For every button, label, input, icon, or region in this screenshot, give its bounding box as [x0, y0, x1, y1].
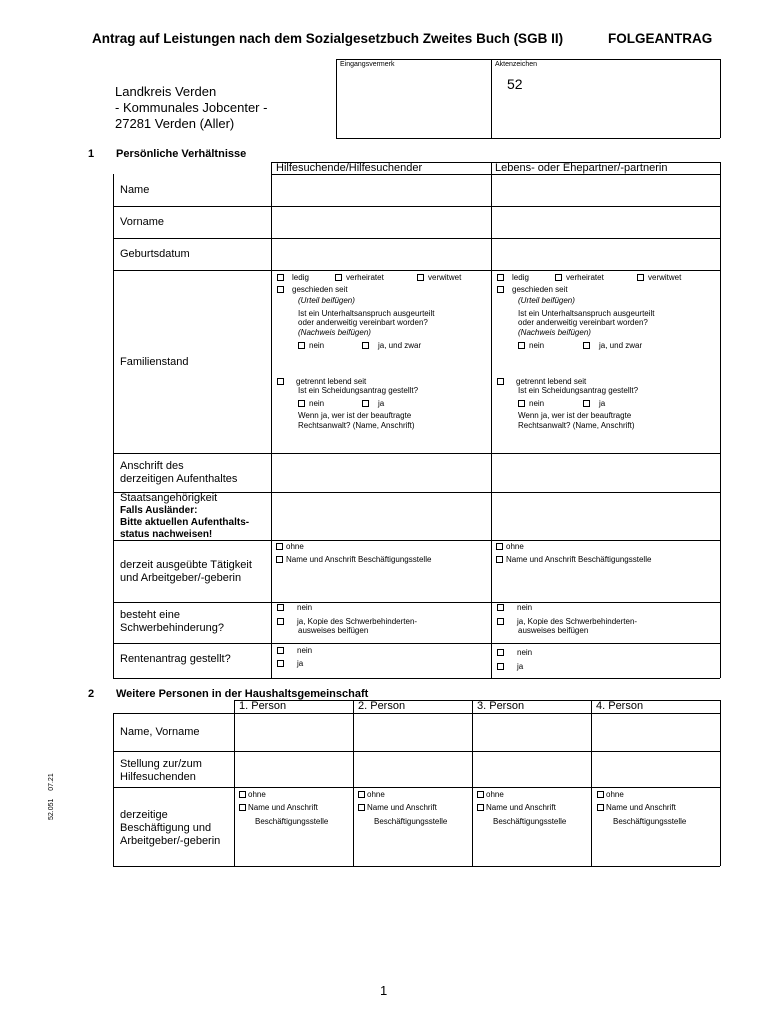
option-label: Beschäftigungsstelle — [613, 817, 687, 826]
option-label: verwitwet — [428, 273, 462, 282]
checkbox-icon[interactable] — [239, 791, 246, 798]
option-label: nein — [529, 341, 545, 350]
label-line: und Arbeitgeber/-geberin — [120, 572, 242, 584]
option-label: geschieden seit — [512, 285, 568, 294]
page-number: 1 — [380, 983, 388, 998]
option-label: ja — [517, 662, 524, 671]
ohne-option[interactable] — [597, 790, 624, 799]
checkbox-icon[interactable] — [497, 649, 504, 656]
checkbox-icon[interactable] — [497, 274, 504, 281]
option-label: ledig — [512, 273, 529, 282]
label-line: Anschrift des — [120, 460, 184, 472]
option-label: verheiratet — [346, 273, 384, 282]
schwer-ja-option[interactable] — [277, 617, 417, 626]
label-line: Beschäftigung und — [120, 822, 212, 834]
option-label: nein — [529, 399, 545, 408]
form-title: Antrag auf Leistungen nach dem Sozialgesetzbuch Zweites Buch (SGB II) — [92, 31, 564, 46]
label-line: derzeitige — [120, 809, 168, 821]
checkbox-icon[interactable] — [335, 274, 342, 281]
checkbox-icon[interactable] — [518, 342, 525, 349]
option-label: ohne — [606, 790, 624, 799]
person-header: 3. Person — [477, 700, 525, 712]
address-line: Landkreis Verden — [115, 84, 217, 99]
rente-nein-option[interactable] — [277, 646, 312, 655]
option-label: nein — [517, 603, 533, 612]
checkbox-icon[interactable] — [277, 274, 284, 281]
label-familienstand: Familienstand — [120, 356, 189, 368]
label-anschrift — [120, 460, 237, 486]
section1-number: 1 — [88, 148, 95, 160]
label-line: Hilfesuchenden — [120, 771, 196, 783]
label-name-vorname: Name, Vorname — [120, 726, 200, 738]
section2-number: 2 — [88, 688, 95, 700]
checkbox-icon[interactable] — [496, 556, 503, 563]
option-label: verheiratet — [566, 273, 604, 282]
option-label: Beschäftigungsstelle — [255, 817, 329, 826]
checkbox-icon[interactable] — [298, 342, 305, 349]
form-code: 52.051 07.21 — [48, 773, 55, 820]
unterhalt-ja-option[interactable] — [362, 341, 421, 350]
option-label: getrennt lebend seit — [516, 377, 587, 386]
schwer-nein-option[interactable] — [497, 603, 532, 612]
scheidung-ja-option[interactable] — [362, 399, 384, 408]
urteil-note: (Urteil beifügen) — [518, 296, 575, 305]
rente-nein-option[interactable] — [497, 648, 532, 657]
getrennt-option[interactable] — [277, 377, 366, 386]
checkbox-icon[interactable] — [637, 274, 644, 281]
option-label: ohne — [506, 542, 524, 551]
nachweis-note: (Nachweis beifügen) — [518, 328, 591, 337]
checkbox-icon[interactable] — [496, 543, 503, 550]
unterhalt-question: oder anderweitig vereinbart worden? — [518, 318, 648, 327]
label-line: Bitte aktuellen Aufenthalts- — [120, 517, 250, 528]
taetigkeit-name-option[interactable] — [496, 555, 651, 564]
label-line: Falls Ausländer: — [120, 505, 198, 516]
option-label: ja, und zwar — [378, 341, 422, 350]
schwer-nein-option[interactable] — [277, 603, 312, 612]
option-label: ohne — [286, 542, 304, 551]
checkbox-icon[interactable] — [583, 400, 590, 407]
unterhalt-nein-option[interactable] — [298, 341, 324, 350]
checkbox-icon[interactable] — [497, 618, 504, 625]
aktenzeichen-label: Aktenzeichen — [495, 61, 538, 68]
ledig-option[interactable] — [277, 273, 309, 282]
option-label: ohne — [486, 790, 504, 799]
option-label: nein — [517, 648, 533, 657]
person-header: 1. Person — [239, 700, 287, 712]
label-stellung — [120, 758, 202, 784]
checkbox-icon[interactable] — [298, 400, 305, 407]
label-taetigkeit — [120, 559, 252, 585]
option-label: Beschäftigungsstelle — [493, 817, 567, 826]
person-header: 4. Person — [596, 700, 644, 712]
unterhalt-question: Ist ein Unterhaltsanspruch ausgeurteilt — [518, 309, 655, 318]
checkbox-icon[interactable] — [477, 791, 484, 798]
rechtsanwalt-question: Rechtsanwalt? (Name, Anschrift) — [518, 421, 635, 430]
address-line: 27281 Verden (Aller) — [115, 116, 235, 131]
scheidung-nein-option[interactable] — [298, 399, 324, 408]
option-label: nein — [297, 603, 313, 612]
rechtsanwalt-question: Wenn ja, wer ist der beauftragte — [518, 411, 632, 420]
checkbox-icon[interactable] — [497, 286, 504, 293]
taetigkeit-ohne-option[interactable] — [276, 542, 304, 551]
section1-title: Persönliche Verhältnisse — [116, 148, 247, 160]
name-anschrift-option[interactable] — [358, 803, 437, 812]
option-label: ja, Kopie des Schwerbehinderten- — [297, 617, 418, 626]
form-type: FOLGEANTRAG — [608, 31, 713, 46]
name-anschrift-option[interactable] — [597, 803, 676, 812]
taetigkeit-ohne-option[interactable] — [496, 542, 524, 551]
option-label: Name und Anschrift — [606, 803, 676, 812]
label-line: Staatsangehörigkeit — [120, 492, 218, 504]
checkbox-icon[interactable] — [239, 804, 246, 811]
option-label: verwitwet — [648, 273, 682, 282]
option-label: Name und Anschrift Beschäftigungsstelle — [506, 555, 652, 564]
option-label: ja, und zwar — [599, 341, 643, 350]
rente-ja-option[interactable] — [277, 659, 303, 668]
checkbox-icon[interactable] — [277, 604, 284, 611]
option-label: nein — [309, 341, 325, 350]
checkbox-icon[interactable] — [497, 604, 504, 611]
checkbox-icon[interactable] — [583, 342, 590, 349]
schwer-note: ausweises beifügen — [518, 626, 589, 635]
option-label: ja — [297, 659, 304, 668]
label-name: Name — [120, 184, 150, 196]
getrennt-option[interactable] — [497, 377, 586, 386]
option-label: ja, Kopie des Schwerbehinderten- — [517, 617, 638, 626]
label-schwerbehinderung — [120, 609, 224, 635]
rechtsanwalt-question: Wenn ja, wer ist der beauftragte — [298, 411, 412, 420]
name-anschrift-option[interactable] — [239, 803, 318, 812]
option-label: Beschäftigungsstelle — [374, 817, 448, 826]
aktenzeichen-value[interactable]: 52 — [507, 76, 523, 92]
label-line: derzeitigen Aufenthaltes — [120, 473, 238, 485]
unterhalt-question: oder anderweitig vereinbart worden? — [298, 318, 428, 327]
checkbox-icon[interactable] — [597, 804, 604, 811]
nachweis-note: (Nachweis beifügen) — [298, 328, 371, 337]
label-line: Schwerbehinderung? — [120, 622, 224, 634]
geschieden-option[interactable] — [497, 285, 568, 294]
checkbox-icon[interactable] — [597, 791, 604, 798]
checkbox-icon[interactable] — [477, 804, 484, 811]
checkbox-icon[interactable] — [277, 618, 284, 625]
option-label: ohne — [248, 790, 266, 799]
option-label: ja — [378, 399, 385, 408]
option-label: Name und Anschrift Beschäftigungsstelle — [286, 555, 432, 564]
checkbox-icon[interactable] — [276, 543, 283, 550]
checkbox-icon[interactable] — [362, 342, 369, 349]
option-label: getrennt lebend seit — [296, 377, 367, 386]
unterhalt-question: Ist ein Unterhaltsanspruch ausgeurteilt — [298, 309, 435, 318]
address-line: - Kommunales Jobcenter - — [115, 100, 268, 115]
ohne-option[interactable] — [358, 790, 385, 799]
col-header-hilfesuchender: Hilfesuchende/Hilfesuchender — [276, 162, 423, 174]
scheidung-question: Ist ein Scheidungsantrag gestellt? — [298, 386, 419, 395]
address-block — [115, 84, 267, 132]
taetigkeit-name-option[interactable] — [276, 555, 431, 564]
checkbox-icon[interactable] — [277, 286, 284, 293]
schwer-note: ausweises beifügen — [298, 626, 369, 635]
section2-title: Weitere Personen in der Haushaltsgemeinschaft — [116, 688, 369, 700]
rechtsanwalt-question: Rechtsanwalt? (Name, Anschrift) — [298, 421, 415, 430]
name-anschrift-option[interactable] — [477, 803, 556, 812]
urteil-note: (Urteil beifügen) — [298, 296, 355, 305]
ledig-option[interactable] — [497, 273, 529, 282]
checkbox-icon[interactable] — [276, 556, 283, 563]
unterhalt-ja-option[interactable] — [583, 341, 642, 350]
label-staatsangehoerigkeit — [120, 492, 249, 541]
option-label: Name und Anschrift — [367, 803, 437, 812]
schwer-ja-option[interactable] — [497, 617, 637, 626]
label-beschaeftigung — [120, 809, 220, 848]
checkbox-icon[interactable] — [277, 660, 284, 667]
col-header-partner: Lebens- oder Ehepartner/-partnerin — [495, 162, 668, 174]
label-geburtsdatum: Geburtsdatum — [120, 248, 190, 260]
label-line: status nachweisen! — [120, 529, 213, 540]
label-vorname: Vorname — [120, 216, 165, 228]
eingangsvermerk-label: Eingangsvermerk — [340, 61, 395, 68]
person-header: 2. Person — [358, 700, 406, 712]
option-label: ledig — [292, 273, 309, 282]
label-line: derzeit ausgeübte Tätigkeit — [120, 559, 252, 571]
checkbox-icon[interactable] — [417, 274, 424, 281]
checkbox-icon[interactable] — [555, 274, 562, 281]
checkbox-icon[interactable] — [518, 400, 525, 407]
option-label: ohne — [367, 790, 385, 799]
verwitwet-option[interactable] — [417, 273, 461, 282]
option-label: Name und Anschrift — [248, 803, 318, 812]
geschieden-option[interactable] — [277, 285, 348, 294]
label-line: besteht eine — [120, 609, 180, 621]
checkbox-icon[interactable] — [358, 804, 365, 811]
label-rente: Rentenantrag gestellt? — [120, 653, 231, 665]
option-label: geschieden seit — [292, 285, 348, 294]
scheidung-ja-option[interactable] — [583, 399, 605, 408]
verwitwet-option[interactable] — [637, 273, 681, 282]
option-label: nein — [297, 646, 313, 655]
checkbox-icon[interactable] — [277, 378, 284, 385]
checkbox-icon[interactable] — [362, 400, 369, 407]
option-label: ja — [599, 399, 606, 408]
option-label: Name und Anschrift — [486, 803, 556, 812]
rente-ja-option[interactable] — [497, 662, 523, 671]
label-line: Arbeitgeber/-geberin — [120, 835, 221, 847]
ohne-option[interactable] — [477, 790, 504, 799]
option-label: nein — [309, 399, 325, 408]
verheiratet-option[interactable] — [335, 273, 384, 282]
checkbox-icon[interactable] — [497, 663, 504, 670]
unterhalt-nein-option[interactable] — [518, 341, 544, 350]
checkbox-icon[interactable] — [277, 647, 284, 654]
scheidung-nein-option[interactable] — [518, 399, 544, 408]
verheiratet-option[interactable] — [555, 273, 604, 282]
checkbox-icon[interactable] — [358, 791, 365, 798]
label-line: Stellung zur/zum — [120, 758, 202, 770]
ohne-option[interactable] — [239, 790, 266, 799]
scheidung-question: Ist ein Scheidungsantrag gestellt? — [518, 386, 639, 395]
checkbox-icon[interactable] — [497, 378, 504, 385]
